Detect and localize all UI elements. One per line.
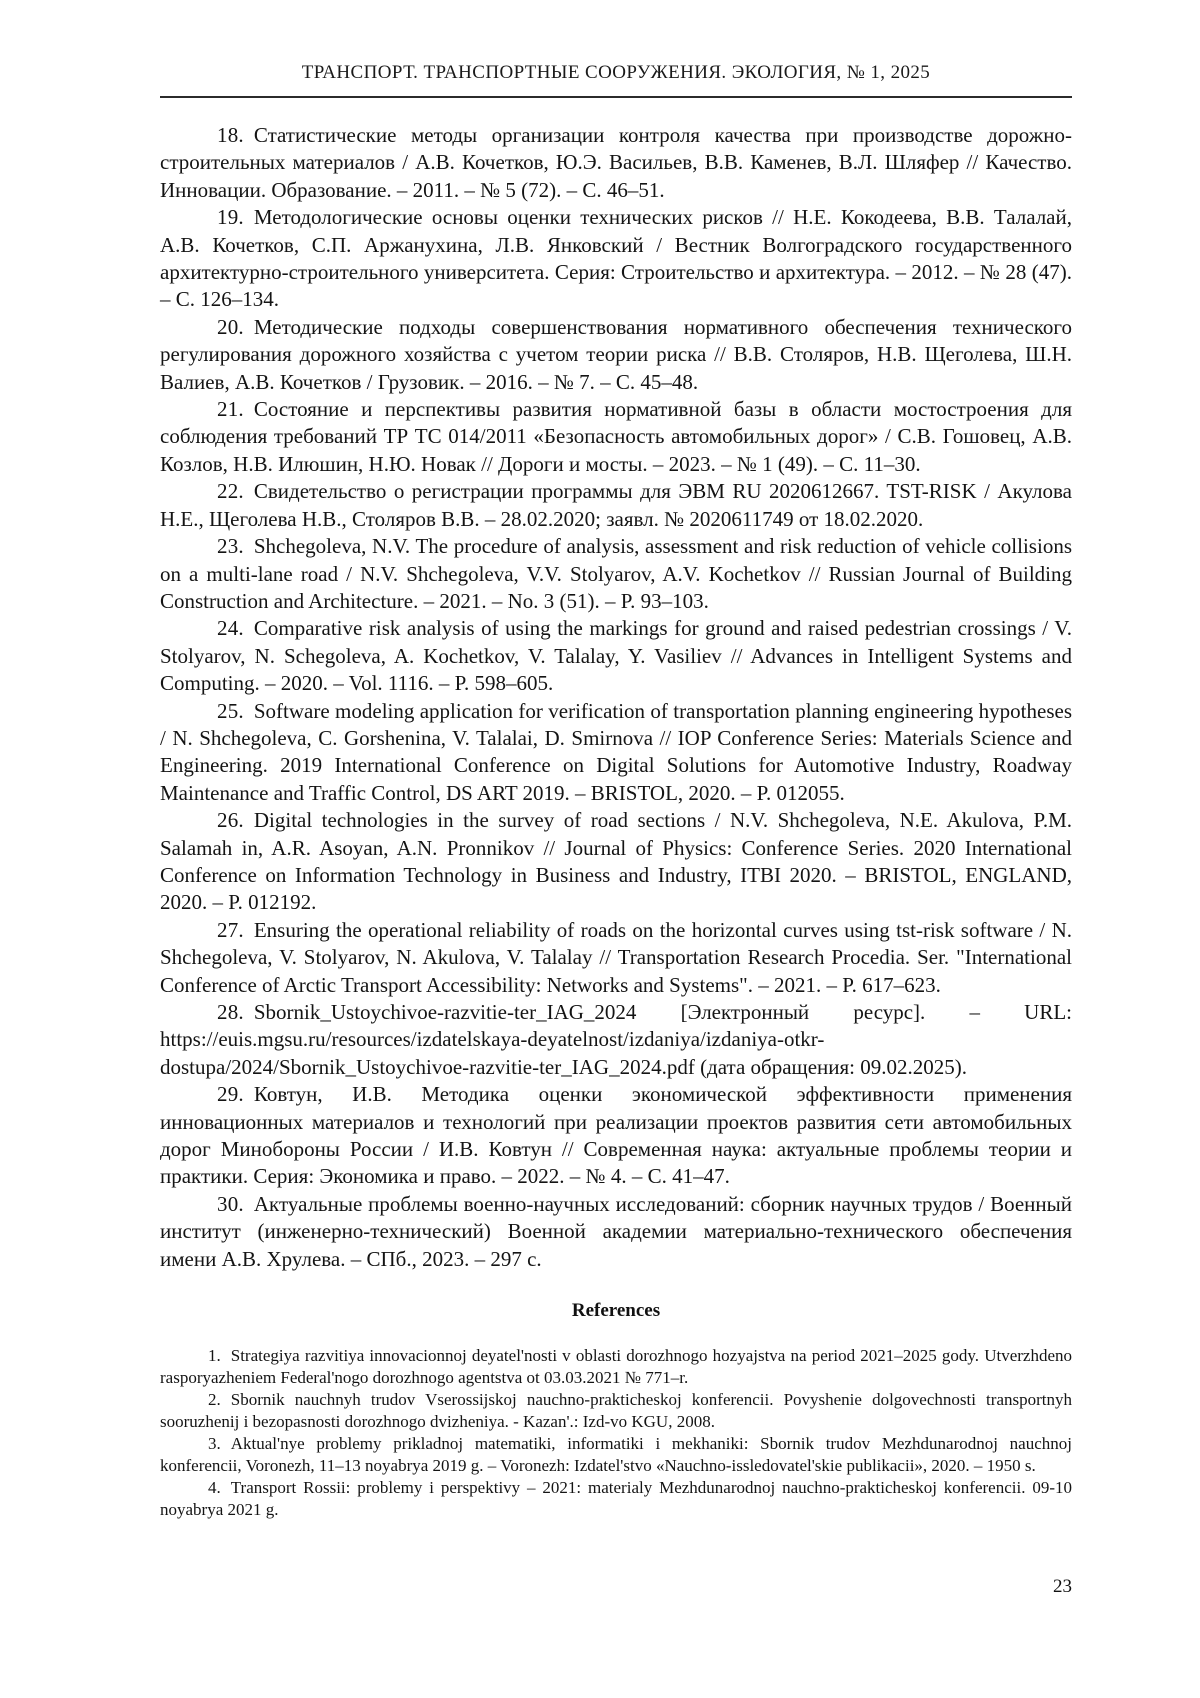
reference-text: Sbornik_Ustoychivoe-razvitie-ter_IAG_2024 [Электронный ресурс]. – URL: https://euis.mgsu.ru/resources/izdatelskaya-deyatelnost/izdaniya/izdaniya-otkr-dostupa/2024/Sbornik_Ustoychivoe-razvitie-ter_IAG_2024.pdf (дата обращения: 09.02.2025). bbox=[160, 1000, 1072, 1079]
reference-text: Состояние и перспективы развития нормативной базы в области мостостроения для соблюдения требований ТР ТС 014/2011 «Безопасность автомобильных дорог» / С.В. Гошовец, А.В. Козлов, Н.В. Илюшин, Н.Ю. Новак // Дороги и мосты. – 2023. – № 1 (49). – С. 11–30. bbox=[160, 397, 1072, 476]
reference-item bbox=[160, 314, 1072, 396]
reference-text: Transport Rossii: problemy i perspektivy – 2021: materialy Mezhdunarodnoj nauchno-prakticheskoj konferencii. 09-10 noyabrya 2021 g. bbox=[160, 1478, 1072, 1520]
reference-item bbox=[160, 615, 1072, 697]
reference-text: Методические подходы совершенствования нормативного обеспечения технического регулирования дорожного хозяйства с учетом теории риска // В.В. Столяров, Н.В. Щеголева, Ш.Н. Валиев, А.В. Кочетков / Грузовик. – 2016. – № 7. – С. 45–48. bbox=[160, 314, 1072, 394]
reference-item bbox=[160, 1345, 1072, 1389]
reference-number: 24. bbox=[217, 616, 244, 641]
reference-item bbox=[160, 122, 1072, 204]
reference-number: 23. bbox=[217, 534, 244, 559]
reference-number: 4. bbox=[208, 1478, 221, 1498]
reference-number: 18. bbox=[217, 123, 244, 147]
reference-text: Digital technologies in the survey of road sections / N.V. Shchegoleva, N.E. Akulova, P.M. Salamah in, A.R. Asoyan, A.N. Pronnikov // Journal of Physics: Conference Series. 2020 International Conference on Information Technology in Business and Industry, ITBI 2020. – BRISTOL, ENGLAND, 2020. – P. 012192. bbox=[160, 808, 1072, 915]
reference-number: 25. bbox=[217, 698, 244, 723]
references-list bbox=[160, 1345, 1072, 1521]
reference-number: 2. bbox=[208, 1390, 221, 1410]
reference-item bbox=[160, 478, 1072, 533]
reference-number: 1. bbox=[208, 1346, 221, 1366]
reference-text: Ковтун, И.В. Методика оценки экономической эффективности применения инновационных материалов и технологий при реализации проектов развития сети автомобильных дорог Минобороны России / И.В. Ковтун // Современная наука: актуальные проблемы теории и практики. Серия: Экономика и право. – 2022. – № 4. – С. 41–47. bbox=[160, 1082, 1072, 1189]
reference-item bbox=[160, 807, 1072, 917]
reference-number: 22. bbox=[217, 479, 244, 504]
reference-item bbox=[160, 1389, 1072, 1433]
reference-number: 20. bbox=[217, 314, 244, 339]
reference-number: 21. bbox=[217, 397, 244, 422]
running-header bbox=[160, 62, 1072, 98]
reference-text: Ensuring the operational reliability of roads on the horizontal curves using tst-risk software / N. Shchegoleva, V. Stolyarov, N. Akulova, V. Talalay // Transportation Research Procedia. Ser. "International Conference of Arctic Transport Accessibility: Networks and Systems". – 2021. – P. 617–623. bbox=[160, 917, 1072, 997]
reference-text: Software modeling application for verification of transportation planning engineering hypotheses / N. Shchegoleva, C. Gorshenina, V. Talalai, D. Smirnova // IOP Conference Series: Materials Science and Engineering. 2019 International Conference on Digital Solutions for Automotive Industry, Roadway Maintenance and Traffic Control, DS ART 2019. – BRISTOL, 2020. – P. 012055. bbox=[160, 698, 1072, 805]
reference-item bbox=[160, 698, 1072, 808]
reference-number: 28. bbox=[217, 1000, 244, 1024]
reference-number: 30. bbox=[217, 1191, 244, 1216]
reference-text: Comparative risk analysis of using the markings for ground and raised pedestrian crossings / V. Stolyarov, N. Schegoleva, A. Kochetkov, V. Talalay, Y. Vasiliev // Advances in Intelligent Systems and Computing. – 2020. – Vol. 1116. – P. 598–605. bbox=[160, 616, 1072, 696]
reference-item bbox=[160, 533, 1072, 615]
journal-title: ТРАНСПОРТ. ТРАНСПОРТНЫЕ СООРУЖЕНИЯ. ЭКОЛОГИЯ, № 1, 2025 bbox=[301, 62, 931, 83]
reference-text: Shchegoleva, N.V. The procedure of analysis, assessment and risk reduction of vehicle collisions on a multi-lane road / N.V. Shchegoleva, V.V. Stolyarov, A.V. Kochetkov // Russian Journal of Building Construction and Architecture. – 2021. – No. 3 (51). – P. 93–103. bbox=[160, 534, 1072, 613]
reference-item bbox=[160, 396, 1072, 478]
reference-text: Aktual'nye problemy prikladnoj matematiki, informatiki i mekhaniki: Sbornik trudov Mezhdunarodnoj nauchnoj konferencii, Voronezh, 11–13 noyabrya 2019 g. – Voronezh: Izdatel'stvo «Nauchno-issledovatel'skie publikacii», 2020. – 1950 s. bbox=[160, 1434, 1072, 1476]
reference-text: Методологические основы оценки технических рисков // Н.Е. Кокодеева, В.В. Талалай, А.В. Кочетков, С.П. Аржанухина, Л.В. Янковский / Вестник Волгоградского государственного архитектурно-строительного университета. Серия: Строительство и архитектура. – 2012. – № 28 (47). – С. 126–134. bbox=[160, 205, 1072, 312]
reference-item bbox=[160, 1433, 1072, 1477]
reference-text: Strategiya razvitiya innovacionnoj deyatel'nosti v oblasti dorozhnogo hozyajstva na period 2021–2025 gody. Utverzhdeno rasporyazheniem Federal'nogo dorozhnogo agentstva ot 03.03.2021 № 771–r. bbox=[160, 1346, 1072, 1388]
page-number: 23 bbox=[1053, 1576, 1072, 1597]
reference-text: Актуальные проблемы военно-научных исследований: сборник научных трудов / Военный институт (инженерно-технический) Военной академии материально-технического обеспечения имени А.В. Хрулева. – СПб., 2023. – 297 с. bbox=[160, 1191, 1072, 1271]
reference-number: 29. bbox=[217, 1082, 244, 1107]
header-rule bbox=[160, 96, 1072, 98]
reference-text: Свидетельство о регистрации программы для ЭВМ RU 2020612667. TST-RISK / Акулова Н.Е., Щеголева Н.В., Столяров В.В. – 28.02.2020; заявл. № 2020611749 от 18.02.2020. bbox=[160, 479, 1072, 531]
reference-number: 3. bbox=[208, 1434, 221, 1454]
bibliography-list bbox=[160, 122, 1072, 1273]
reference-item bbox=[160, 204, 1072, 314]
reference-number: 27. bbox=[217, 917, 244, 942]
references-heading: References bbox=[571, 1300, 661, 1322]
reference-item bbox=[160, 1477, 1072, 1521]
reference-text: Статистические методы организации контроля качества при производстве дорожно-строительных материалов / А.В. Кочетков, Ю.Э. Васильев, В.В. Каменев, В.Л. Шляфер // Качество. Инновации. Образование. – 2011. – № 5 (72). – С. 46–51. bbox=[160, 123, 1072, 202]
page-content bbox=[160, 0, 1072, 1521]
reference-item bbox=[160, 1191, 1072, 1273]
reference-number: 26. bbox=[217, 808, 244, 833]
reference-number: 19. bbox=[217, 205, 244, 230]
reference-text: Sbornik nauchnyh trudov Vserossijskoj nauchno-prakticheskoj konferencii. Povyshenie dolgovechnosti transportnyh sooruzhenij i bezopasnosti dorozhnogo dvizheniya. - Kazan'.: Izd-vo KGU, 2008. bbox=[160, 1390, 1072, 1432]
reference-item bbox=[160, 917, 1072, 999]
reference-item bbox=[160, 1081, 1072, 1191]
reference-item bbox=[160, 999, 1072, 1081]
